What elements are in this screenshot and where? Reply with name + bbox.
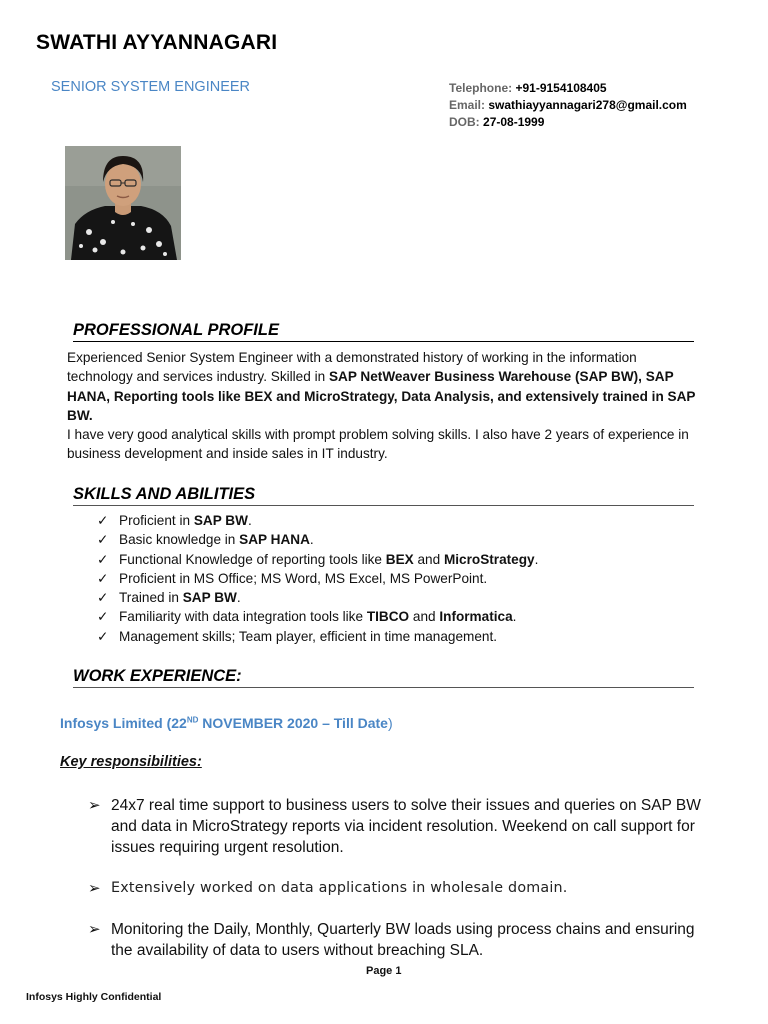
company-dates: NOVEMBER 2020 – Till Date — [198, 715, 388, 731]
skill-text: and — [413, 551, 444, 567]
skill-text: . — [534, 551, 539, 567]
profile-text-skills: SAP NetWeaver Business Warehouse (SAP BW), SAP HANA, Reporting tools like BEX and MicroStrategy, Data Analysis, and extensively trained in SAP BW. — [67, 369, 696, 423]
dob-line — [449, 114, 687, 131]
skill-text: Functional Knowledge of reporting tools like — [119, 551, 386, 567]
list-item — [97, 569, 538, 588]
check-icon: ✓ — [97, 628, 109, 644]
dob-label: DOB: — [449, 115, 480, 129]
skill-text: Basic knowledge in — [119, 532, 240, 548]
skill-bold: SAP BW — [182, 590, 237, 606]
responsibility-text: Monitoring the Daily, Monthly, Quarterly BW loads using process chains and ensuring the availability of data to users without breaching SLA. — [111, 921, 695, 959]
skill-text: Proficient in — [119, 513, 194, 528]
skill-bold: BEX — [385, 551, 414, 567]
professional-profile-heading: PROFESSIONAL PROFILE — [73, 321, 694, 342]
check-icon: ✓ — [97, 570, 109, 586]
list-item — [97, 607, 538, 626]
list-item — [88, 878, 718, 899]
list-item — [97, 588, 538, 607]
profile-text-summary: I have very good analytical skills with prompt problem solving skills. I also have 2 years of experience in business development and inside sales in IT industry. — [67, 427, 689, 462]
telephone-value: +91-9154108405 — [515, 81, 607, 95]
check-icon: ✓ — [97, 551, 109, 567]
contact-block — [449, 80, 687, 131]
work-experience-heading: WORK EXPERIENCE: — [73, 667, 694, 688]
profile-photo — [65, 146, 181, 260]
email-line — [449, 97, 687, 114]
check-icon: ✓ — [97, 590, 109, 606]
responsibility-text: Extensively worked on data applications in wholesale domain. — [111, 880, 568, 896]
skill-text: . — [247, 513, 252, 528]
check-icon: ✓ — [97, 532, 109, 548]
candidate-name: SWATHI AYYANNAGARI — [36, 31, 278, 54]
skill-bold: SAP BW — [193, 513, 248, 528]
telephone-label: Telephone: — [449, 81, 513, 95]
list-item — [97, 627, 538, 646]
skill-text: . — [236, 590, 241, 606]
skill-text: Proficient in MS Office; MS Word, MS Excel, MS PowerPoint. — [119, 570, 488, 586]
arrow-bullet-icon: ➢ — [88, 921, 101, 938]
list-item — [88, 919, 718, 961]
skill-text: Trained in — [119, 590, 183, 606]
skill-bold: MicroStrategy — [443, 551, 535, 567]
confidentiality-footer: Infosys Highly Confidential — [26, 991, 162, 1003]
portrait-image — [65, 146, 181, 260]
dob-value: 27-08-1999 — [483, 115, 545, 129]
job-title: SENIOR SYSTEM ENGINEER — [51, 79, 251, 95]
company-name: Infosys Limited (22 — [60, 715, 187, 731]
skill-text: Management skills; Team player, efficient in time management. — [119, 628, 498, 644]
skill-bold: SAP HANA — [239, 532, 310, 548]
profile-text-intro: Experienced Senior System Engineer with a demonstrated history of working in the information technology and services industry. Skilled in — [67, 350, 637, 385]
responsibility-text: 24x7 real time support to business users to solve their issues and queries on SAP BW and data in MicroStrategy reports via incident resolution. Weekend on call support for issues requiring urgent resolution. — [111, 797, 701, 856]
email-value: swathiayyannagari278@gmail.com — [488, 98, 687, 112]
check-icon: ✓ — [97, 513, 109, 528]
key-responsibilities-heading: Key responsibilities: — [60, 754, 202, 770]
skill-text: and — [409, 609, 440, 625]
arrow-bullet-icon: ➢ — [88, 880, 101, 897]
skill-text: Familiarity with data integration tools like — [119, 609, 367, 625]
profile-paragraph — [67, 348, 697, 464]
skill-bold: TIBCO — [366, 609, 410, 625]
list-item — [97, 511, 538, 530]
email-label: Email: — [449, 98, 486, 112]
skill-text: . — [512, 609, 517, 625]
list-item — [97, 550, 538, 569]
page-number: Page 1 — [366, 965, 402, 977]
company-heading — [60, 715, 393, 731]
skill-bold: Informatica — [439, 609, 513, 625]
date-suffix: ND — [186, 715, 199, 725]
skills-list — [97, 511, 538, 646]
skill-text: . — [309, 532, 314, 548]
list-item — [97, 530, 538, 549]
closing-paren: ) — [387, 715, 393, 731]
skills-heading: SKILLS AND ABILITIES — [73, 485, 694, 506]
arrow-bullet-icon: ➢ — [88, 797, 101, 814]
telephone-line — [449, 80, 687, 97]
check-icon: ✓ — [97, 609, 109, 625]
list-item — [88, 795, 718, 858]
